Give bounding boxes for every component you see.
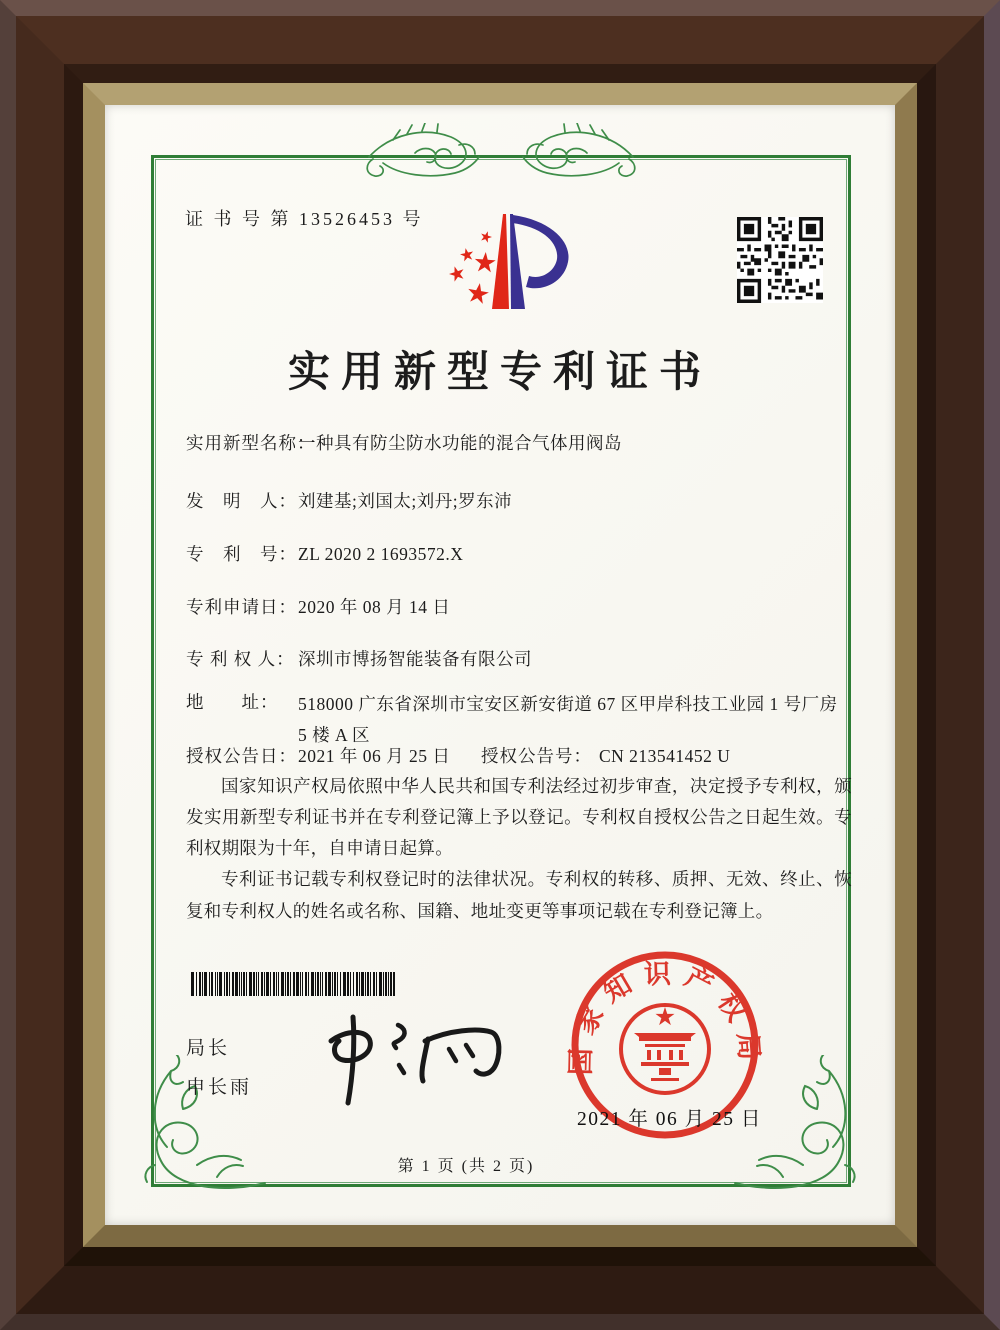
certificate-paper	[105, 105, 895, 1225]
field-value: 2020 年 08 月 14 日	[298, 597, 451, 617]
field-value: ZL 2020 2 1693572.X	[298, 544, 464, 564]
legal-paragraph-1: 国家知识产权局依照中华人民共和国专利法经过初步审查，决定授予专利权，颁发实用新型专利证书并在专利登记簿上予以登记。专利权自授权公告之日起生效。专利权期限为十年，自申请日起算。	[186, 776, 852, 859]
seal-date: 2021 年 06 月 25 日	[577, 1109, 762, 1130]
field-row-address	[186, 689, 866, 750]
certificate-title: 实用新型专利证书	[287, 350, 712, 396]
field-label: 授权公告号：	[481, 746, 592, 766]
field-value: 2021 年 06 月 25 日	[298, 746, 451, 766]
field-value: 深圳市博扬智能装备有限公司	[298, 649, 532, 669]
field-row-inventors	[186, 488, 866, 515]
certificate-number: 证 书 号 第 13526453 号	[185, 209, 424, 229]
field-value: 一种具有防尘防水功能的混合气体用阀岛	[298, 433, 622, 453]
field-label: 专 利 权 人：	[186, 649, 295, 669]
signer-title: 局长	[186, 1038, 231, 1059]
cnipa-logo-icon	[429, 197, 597, 335]
field-label: 地 址：	[186, 692, 279, 712]
legal-text	[186, 771, 852, 927]
svg-text:国家知识产权局: 国家知识产权局	[567, 958, 763, 1076]
field-label: 实用新型名称：	[186, 433, 316, 453]
field-label: 授权公告日：	[186, 746, 297, 766]
page-number: 第 1 页 (共 2 页)	[397, 1158, 535, 1175]
legal-paragraph-2: 专利证书记载专利权登记时的法律状况。专利权的转移、质押、无效、终止、恢复和专利权人的姓名或名称、国籍、地址变更等事项记载在专利登记簿上。	[186, 869, 852, 921]
qr-code-icon	[737, 217, 823, 303]
field-row-patentee	[186, 646, 866, 673]
field-pair-grant-number	[481, 743, 730, 770]
field-row-filing-date	[186, 594, 866, 621]
field-label: 发 明 人：	[186, 491, 297, 511]
signer-block	[186, 1030, 252, 1108]
shen-changyu-signature-icon	[301, 983, 541, 1123]
field-value: 刘建基;刘国太;刘丹;罗东沛	[298, 491, 513, 511]
field-label: 专利申请日：	[186, 597, 297, 617]
field-row-patent-number	[186, 541, 866, 568]
field-value: CN 213541452 U	[599, 746, 731, 766]
signer-name: 申长雨	[186, 1076, 253, 1098]
field-row-name	[186, 430, 866, 457]
field-label: 专 利 号：	[186, 544, 297, 564]
field-value: 518000 广东省深圳市宝安区新安街道 67 区甲岸科技工业园 1 号厂房 5 楼 A 区	[298, 694, 838, 745]
field-row-grant	[186, 743, 866, 770]
